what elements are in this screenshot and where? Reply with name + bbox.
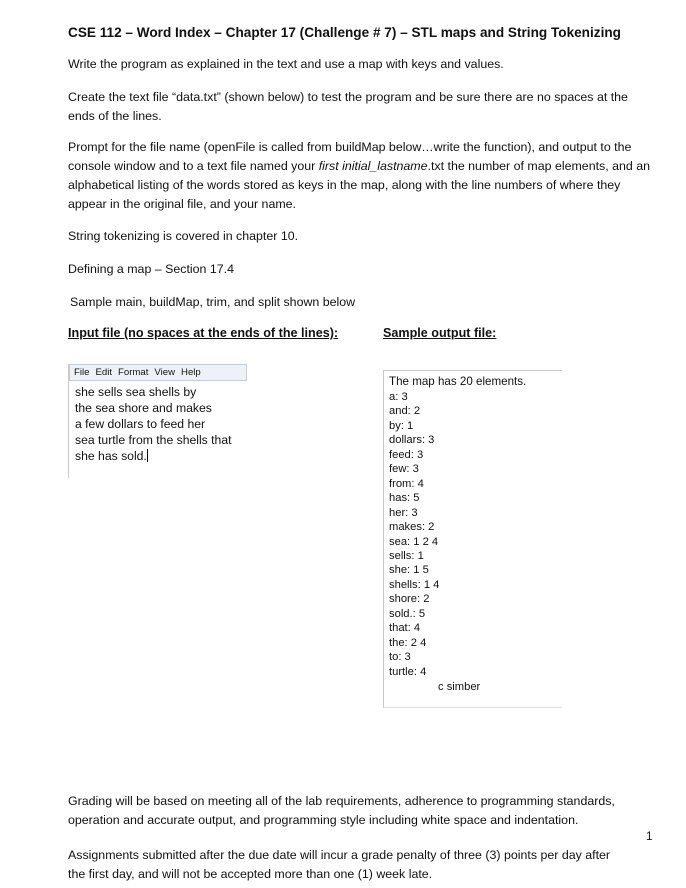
output-entry: that: 4: [389, 622, 421, 635]
output-entry: shells: 1 4: [389, 578, 440, 591]
document-title: CSE 112 – Word Index – Chapter 17 (Challenge # 7) – STL maps and String Tokenizing: [68, 25, 621, 40]
output-entry: sold.: 5: [389, 607, 426, 620]
instruction-paragraph-2: Create the text file “data.txt” (shown below) to test the program and be sure there are no spaces at the ends of the lines.: [68, 90, 628, 123]
menu-help[interactable]: Help: [181, 367, 201, 378]
menu-format[interactable]: Format: [118, 367, 149, 378]
notepad-line: she sells sea shells by: [75, 385, 197, 399]
output-entry: shore: 2: [389, 593, 430, 606]
output-entry: sea: 1 2 4: [389, 535, 439, 548]
text-caret: [147, 449, 148, 462]
late-policy-paragraph: Assignments submitted after the due date will incur a grade penalty of three (3) points per day after the first day, and will not be accepted more than one (1) week late.: [68, 848, 611, 881]
output-entry: by: 1: [389, 419, 414, 432]
notepad-line: a few dollars to feed her: [75, 417, 206, 431]
input-file-heading: Input file (no spaces at the ends of the lines):: [68, 326, 339, 340]
output-entry: feed: 3: [389, 448, 424, 461]
output-entry: she: 1 5: [389, 564, 429, 577]
notepad-text-area[interactable]: [75, 384, 231, 464]
menu-file[interactable]: File: [74, 367, 90, 378]
output-entry-list: [389, 390, 439, 679]
output-entry: few: 3: [389, 463, 419, 476]
output-entry: from: 4: [389, 477, 424, 490]
output-entry: has: 5: [389, 492, 420, 505]
output-entry: a: 3: [389, 391, 408, 403]
output-entry: the: 2 4: [389, 636, 427, 649]
output-entry: to: 3: [389, 651, 411, 664]
sample-output-box: [383, 370, 562, 708]
notepad-line: the sea shore and makes: [75, 401, 212, 415]
p3-filename-italic: first initial_lastname: [318, 159, 428, 173]
notepad-window: [68, 364, 247, 478]
notepad-line: sea turtle from the shells that: [75, 433, 232, 447]
output-summary-line: The map has 20 elements.: [389, 375, 527, 388]
menu-view[interactable]: View: [154, 367, 176, 378]
output-entry: her: 3: [389, 506, 418, 519]
instruction-paragraph-1: Write the program as explained in the text and use a map with keys and values.: [68, 57, 504, 71]
output-file-heading: Sample output file:: [383, 326, 497, 340]
instruction-paragraph-3: [68, 138, 658, 214]
p3-text-before: Prompt for the file name (openFile is called from buildMap below…write the function), and output to the console window and to a text file named your: [68, 140, 632, 173]
output-entry: dollars: 3: [389, 434, 435, 447]
output-author: c simber: [438, 681, 481, 693]
output-entry: and: 2: [389, 405, 421, 418]
instruction-paragraph-5: Defining a map – Section 17.4: [68, 262, 235, 276]
notepad-line: she has sold.: [75, 449, 147, 463]
instruction-paragraph-6: Sample main, buildMap, trim, and split shown below: [70, 295, 356, 309]
notepad-line-last: [75, 448, 231, 464]
instruction-paragraph-4: String tokenizing is covered in chapter 10.: [68, 229, 299, 243]
p3-text-after: .txt the number of map elements, and an alphabetical listing of the words stored as keys in the map, along with the line numbers of where they appear in the original file, and your name.: [68, 159, 651, 211]
grading-paragraph: Grading will be based on meeting all of the lab requirements, adherence to programming standards, operation and accurate output, and programming style including white space and indentation.: [68, 794, 615, 827]
output-entry: sells: 1: [389, 549, 424, 562]
output-entry: turtle: 4: [389, 665, 427, 678]
notepad-menubar: [69, 364, 247, 381]
page-number: 1: [646, 830, 653, 843]
output-entry: makes: 2: [389, 521, 435, 534]
menu-edit[interactable]: Edit: [95, 367, 113, 378]
